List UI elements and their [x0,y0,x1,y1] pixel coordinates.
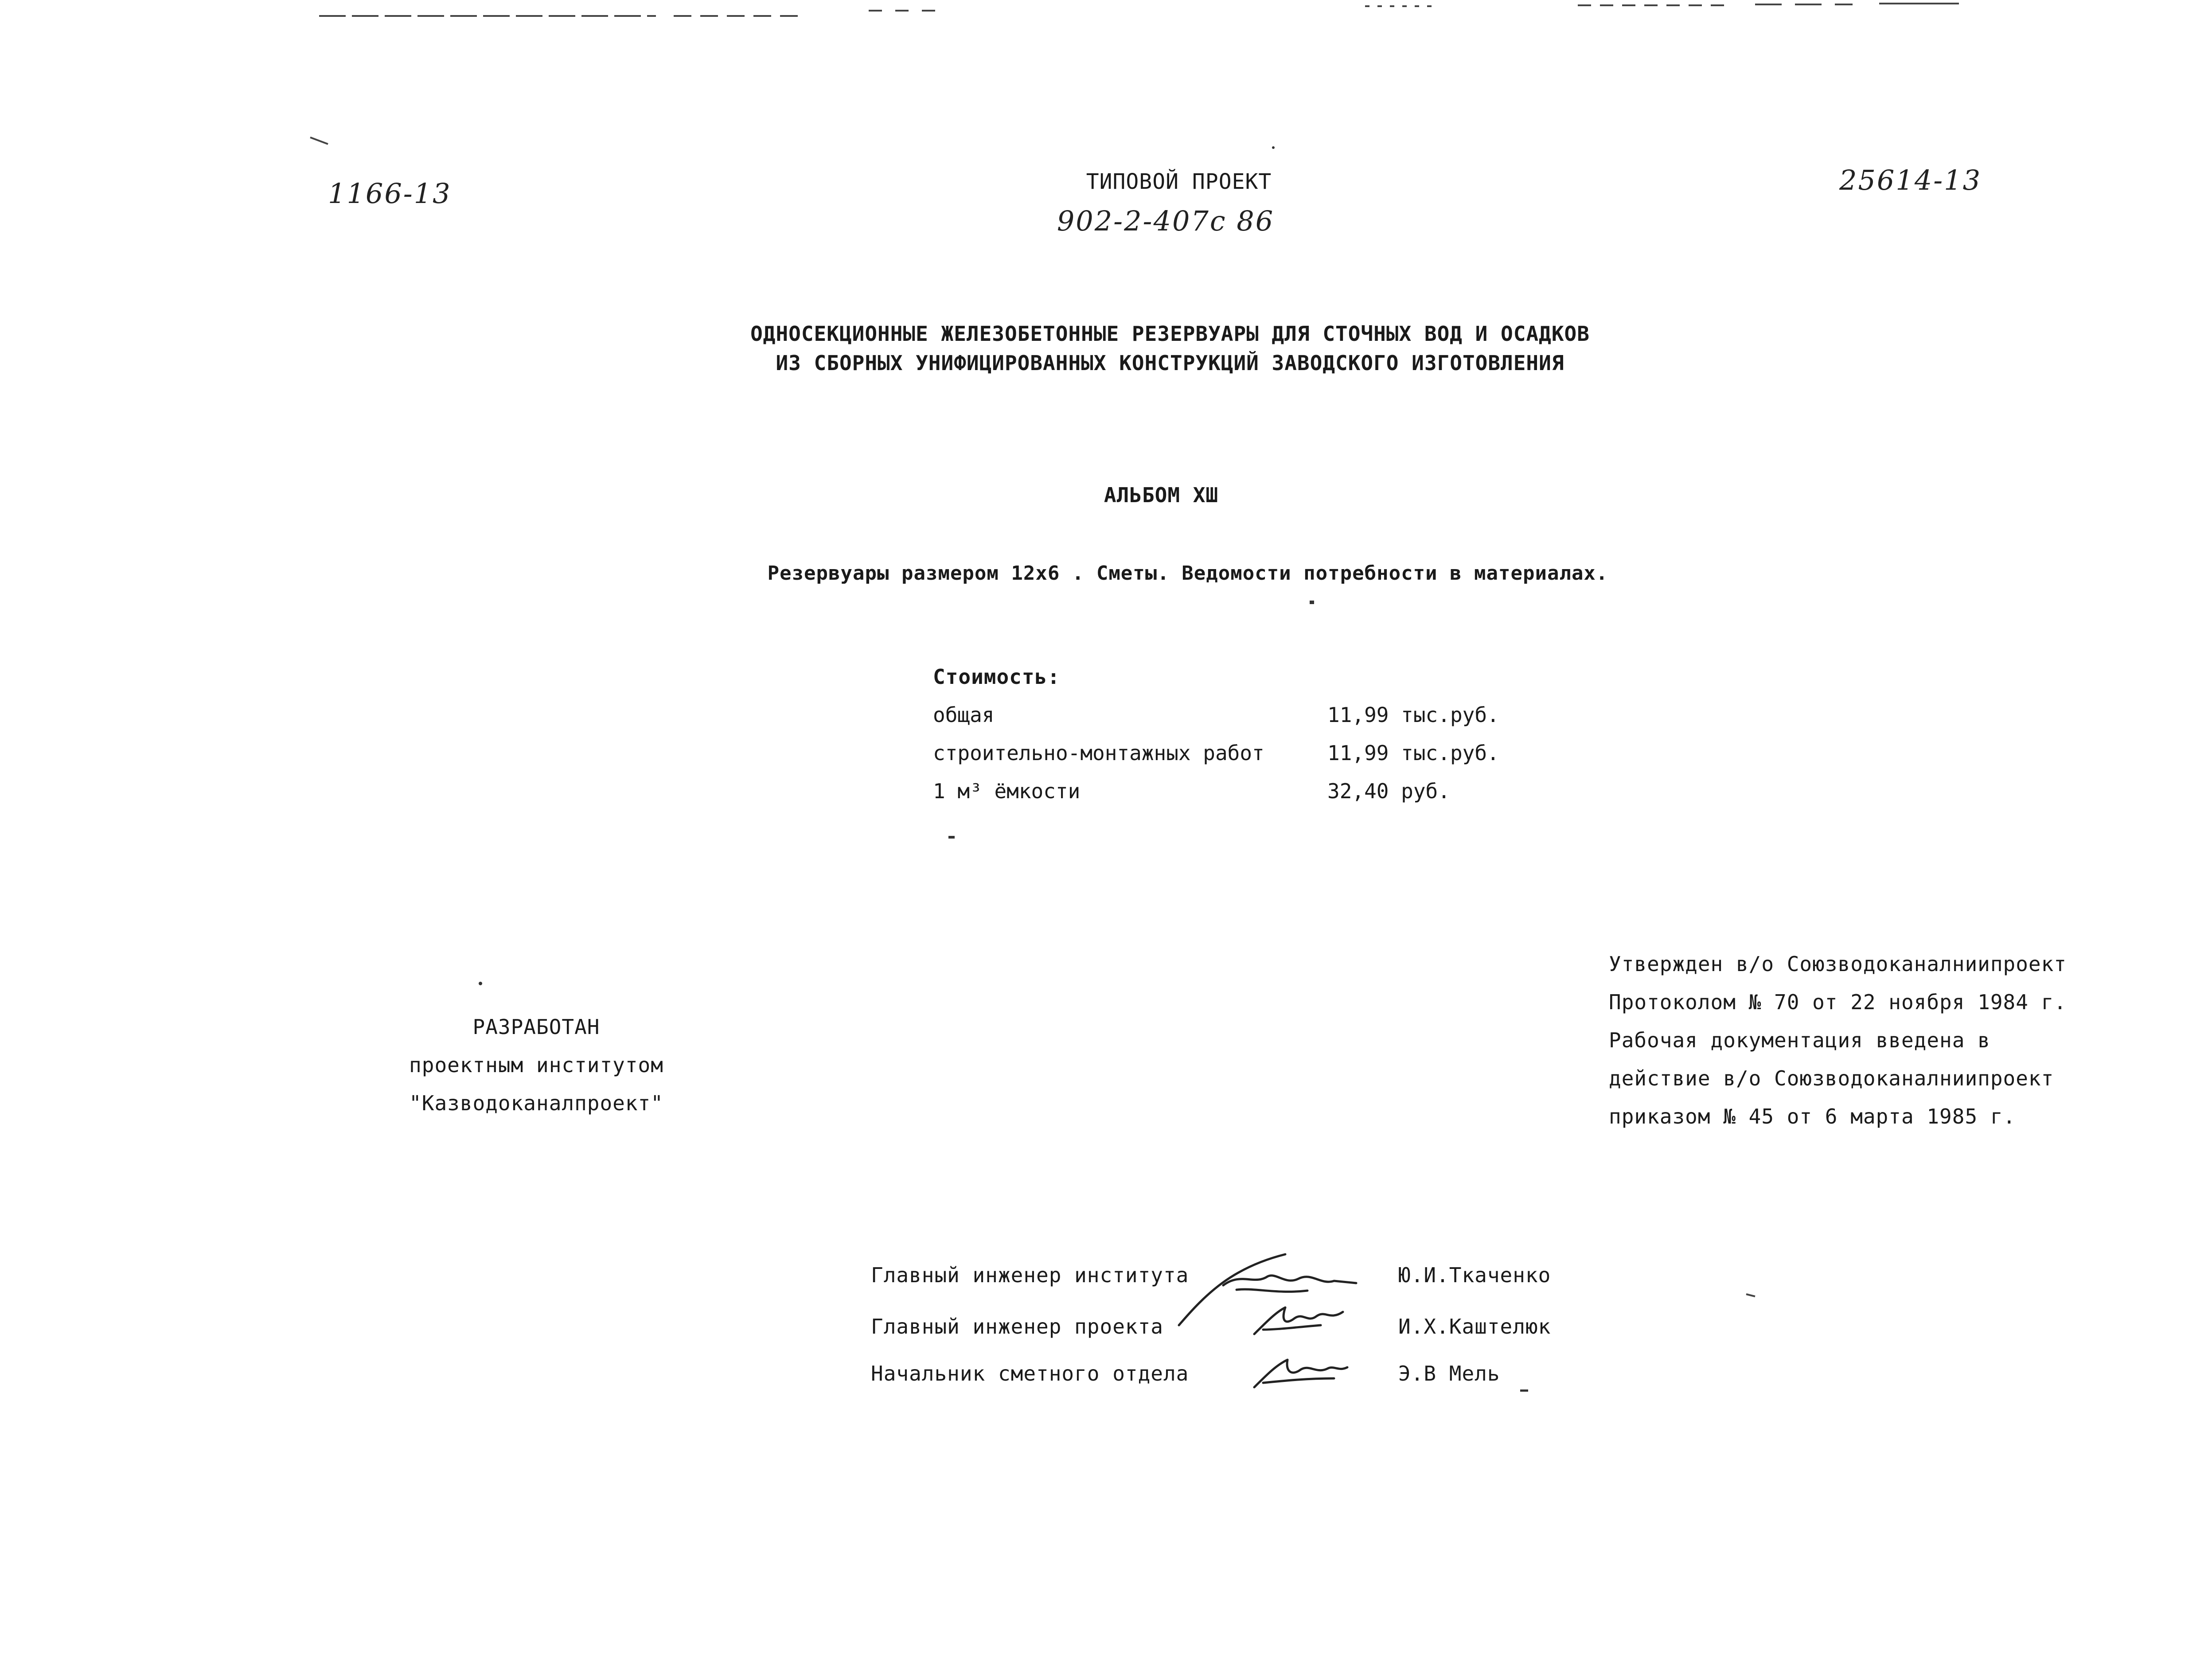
signature-position: Главный инженер проекта [871,1315,1163,1338]
signature-name: Э.В Мель [1398,1362,1500,1385]
signature-scribble-3 [1254,1360,1347,1387]
approval-line-1: Утвержден в/о Союзводоканалниипроект [1609,952,2067,976]
approval-line-3: Рабочая документация введена в [1609,1028,1990,1052]
approval-line-5: приказом № 45 от 6 марта 1985 г. [1609,1104,2016,1128]
developer-line-2: "Казводоканалпроект" [409,1091,663,1115]
document-title-line-1: ОДНОСЕКЦИОННЫЕ ЖЕЛЕЗОБЕТОННЫЕ РЕЗЕРВУАРЫ ДЛЯ СТОЧНЫХ ВОД И ОСАДКОВ [750,322,1590,346]
scan-speck [1310,601,1314,604]
cost-row-label: общая [933,703,995,727]
archive-number-right: 25614-13 [1839,164,1982,196]
document-title-line-2: ИЗ СБОРНЫХ УНИФИЦИРОВАННЫХ КОНСТРУКЦИЙ ЗАВОДСКОГО ИЗГОТОВЛЕНИЯ [776,351,1564,375]
signature-position: Начальник сметного отдела [871,1362,1189,1385]
album-description: Резервуары размером 12х6 . Сметы. Ведомости потребности в материалах. [767,562,1608,585]
cost-row-label: 1 м³ ёмкости [933,779,1081,803]
archive-number-left: 1166-13 [328,177,452,210]
scan-speck [948,836,955,839]
project-type: ТИПОВОЙ ПРОЕКТ [1086,169,1272,194]
cost-row-label: строительно-монтажных работ [933,741,1264,765]
signature-position: Главный инженер института [871,1263,1189,1287]
cost-row-value: 32,40 руб. [1327,779,1450,803]
signature-scribble-2 [1254,1307,1343,1334]
scan-speck [479,982,482,985]
scan-speck [1272,146,1275,149]
cost-row-value: 11,99 тыс.руб. [1327,703,1499,727]
developer-heading: РАЗРАБОТАН [472,1015,600,1039]
album-label: АЛЬБОМ ХШ [1104,483,1219,507]
developer-line-1: проектным институтом [409,1053,663,1077]
signature-name: И.Х.Каштелюк [1398,1315,1551,1338]
cost-heading: Стоимость: [933,665,1060,689]
scan-speck [1520,1389,1528,1392]
approval-line-2: Протоколом № 70 от 22 ноября 1984 г. [1609,990,2067,1014]
cost-row-value: 11,99 тыс.руб. [1327,741,1499,765]
project-code: 902-2-407с 86 [1057,205,1275,237]
approval-line-4: действие в/о Союзводоканалниипроект [1609,1066,2054,1090]
signature-name: Ю.И.Ткаченко [1398,1263,1551,1287]
